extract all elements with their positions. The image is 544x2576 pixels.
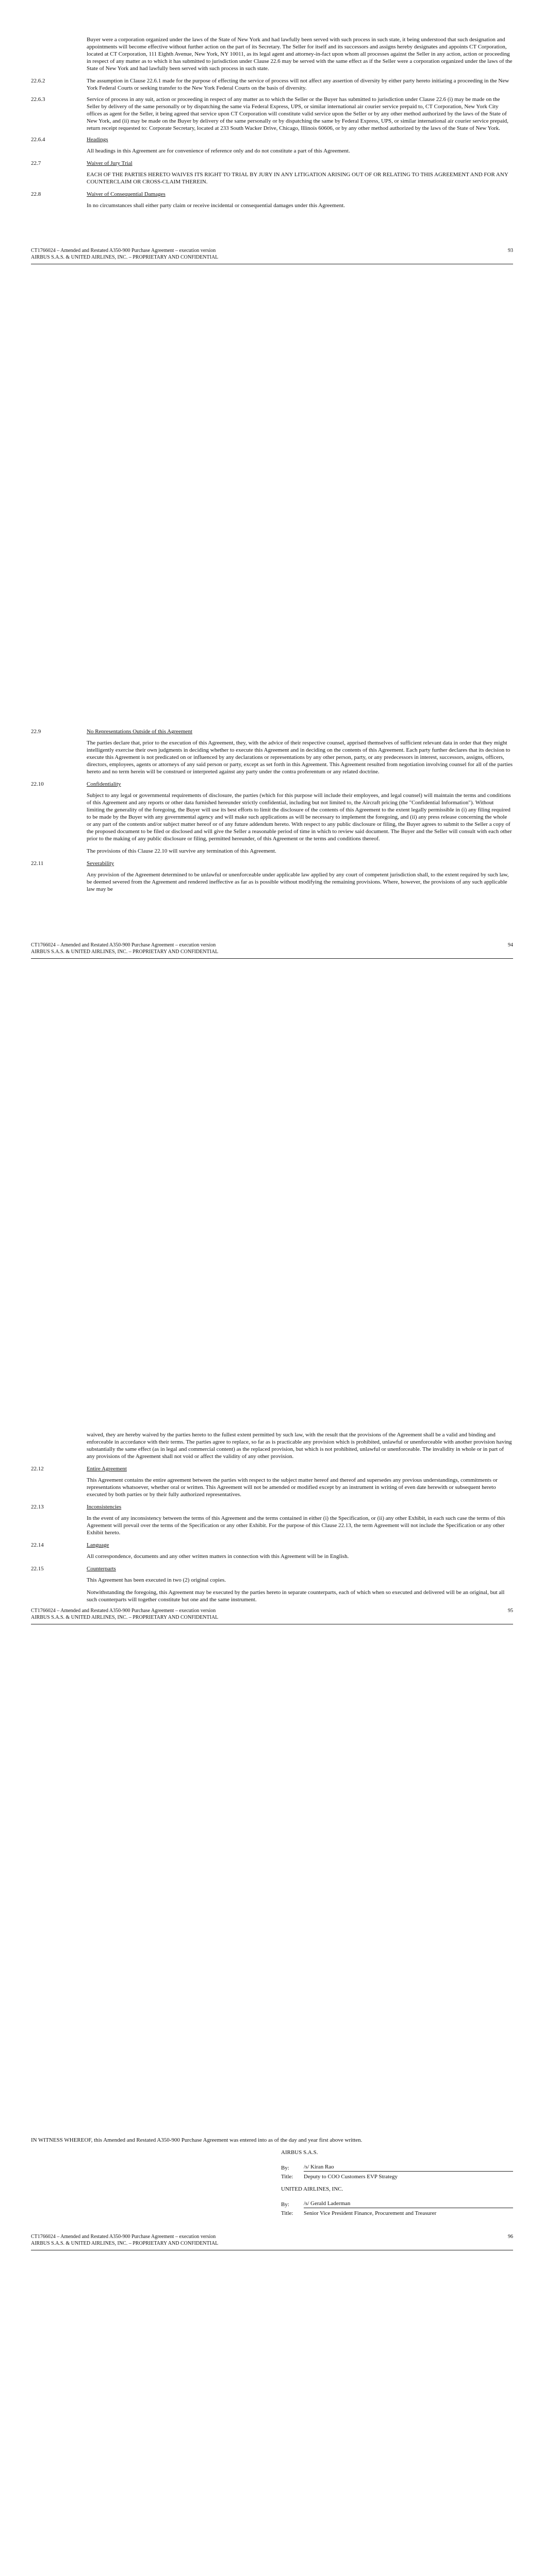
clause-22-10 xyxy=(31,781,513,788)
clause-text: Service of process in any suit, action or proceeding in respect of any matter as to which the Seller or the Buyer has submitted to jurisdiction under Clause 22.6 (i) may be made on the Seller by delivery of the same personally or by dispatching the same via Federal Express, UPS, or similar international air courier service prepaid to, CT Corporation, New York City offices as agent for the Seller, it being agreed that service upon CT Corporation will constitute valid service upon the Seller or by any other method authorized by the laws of the State of New York, and (ii) may be made on the Buyer by delivery of the same personally or by dispatching the same by Federal Express, UPS, or similar international air courier service prepaid, return receipt requested to: Corporate Secretary, located at 233 South Wacker Drive, Chicago, Illinois 60606, or by any other method authorized by the laws of the State of New York. xyxy=(87,96,509,131)
footer-line-1: CT1766024 – Amended and Restated A350-900 Purchase Agreement – execution version xyxy=(31,248,216,253)
clause-text: This Agreement contains the entire agreement between the parties with respect to the subject matter hereof and thereof and supersedes any previous understandings, commitments or representations whatsoever, whether oral or written. This Agreement will not be amended or modified except by an instrument in writing of even date herewith or subsequent hereto executed by both parties or by their fully authorized representatives. xyxy=(87,1477,498,1498)
clause-heading: Headings xyxy=(87,137,108,143)
footer-line-2: AIRBUS S.A.S. & UNITED AIRLINES, INC. – PROPRIETARY AND CONFIDENTIAL xyxy=(31,255,219,260)
clause-number: 22.6.4 xyxy=(31,137,45,143)
title-line xyxy=(281,2173,513,2180)
clause-heading: Entire Agreement xyxy=(87,1466,127,1472)
signature-line xyxy=(281,2163,513,2172)
clause-22-14 xyxy=(31,1541,513,1549)
footer-line-2: AIRBUS S.A.S. & UNITED AIRLINES, INC. – PROPRIETARY AND CONFIDENTIAL xyxy=(31,2241,219,2246)
clause-heading: Confidentiality xyxy=(87,781,121,787)
clause-text: EACH OF THE PARTIES HERETO WAIVES ITS RIGHT TO TRIAL BY JURY IN ANY LITIGATION ARISING OUT OF OR RELATING TO THIS AGREEMENT AND FOR ANY COUNTERCLAIM OR CROSS-CLAIM THEREIN. xyxy=(87,172,508,185)
page-number: 95 xyxy=(508,1608,513,1614)
page-number: 93 xyxy=(508,248,513,253)
page-body xyxy=(31,728,513,898)
clause-text: Subject to any legal or governmental requirements of disclosure, the parties (which for this purpose will include their employees, and legal counsel) will maintain the terms and conditions of this Agreement and any reports or other data furnished hereunder strictly confidential, including but not limited to, the Aircraft pricing (the "Confidential Information"). Without limiting the generality of the foregoing, the Buyer will use its best efforts to limit the disclosure of the contents of this Agreement to the extent legally permissible in (i) any filing required to be made by the Buyer with any governmental agency and will make such applications as will be necessary to implement the foregoing, and (ii) any press release concerning the whole or any part of the contents and/or subject matter hereof or of any future addendum hereto. With respect to any public disclosure or filing, the Buyer agrees to submit to the Seller a copy of the proposed document to be filed or disclosed and will give the Seller a reasonable period of time in which to review said document. The Buyer and the Seller will consult with each other prior to the making of any public disclosure or filing, permitted hereunder, of this Agreement or the terms and conditions thereof. xyxy=(87,792,512,842)
clause-heading: Counterparts xyxy=(87,1566,116,1572)
footer-line-2: AIRBUS S.A.S. & UNITED AIRLINES, INC. – PROPRIETARY AND CONFIDENTIAL xyxy=(31,1615,219,1620)
title-label: Title: xyxy=(281,2210,293,2216)
clause-number: 22.9 xyxy=(31,728,41,735)
footer-line-1: CT1766024 – Amended and Restated A350-900 Purchase Agreement – execution version xyxy=(31,1608,216,1614)
clause-22-6-4 xyxy=(31,136,513,143)
clause-number: 22.15 xyxy=(31,1566,44,1572)
signatory-title: Senior Vice President Finance, Procurement and Treasurer xyxy=(304,2210,437,2216)
signatory-title: Deputy to COO Customers EVP Strategy xyxy=(304,2174,398,2180)
clause-text: All correspondence, documents and any other written matters in connection with this Agreement will be in English. xyxy=(87,1553,349,1560)
footer-line-1: CT1766024 – Amended and Restated A350-900 Purchase Agreement – execution version xyxy=(31,2234,216,2240)
page-number: 96 xyxy=(508,2234,513,2240)
page-footer xyxy=(31,2233,513,2250)
clause-text-counterparts: Notwithstanding the foregoing, this Agreement may be executed by the parties hereto in separate counterparts, each of which when so executed and delivered will be an original, but all such counterparts will together constitute but one and the same instrument. xyxy=(87,1589,505,1603)
clause-number: 22.14 xyxy=(31,1542,44,1548)
clause-number: 22.12 xyxy=(31,1466,44,1472)
clause-text: In the event of any inconsistency between the terms of this Agreement and the terms contained in either (i) the Specification, or (ii) any other Exhibit, in each such case the terms of this Agreement will prevail over the terms of the Specification or any other Exhibit. For the purpose of this Clause 22.13, the term Agreement will not include the Specification or any other Exhibit hereto. xyxy=(87,1515,505,1536)
clause-text: In no circumstances shall either party claim or receive incidental or consequential damages under this Agreement. xyxy=(87,202,345,209)
signature-line xyxy=(281,2200,513,2208)
clause-text: All headings in this Agreement are for convenience of reference only and do not constitute a part of this Agreement. xyxy=(87,148,350,154)
title-line xyxy=(281,2210,513,2217)
clause-number: 22.6.2 xyxy=(31,78,45,84)
page-body xyxy=(31,1431,513,1608)
clause-22-8 xyxy=(31,191,513,198)
title-label: Title: xyxy=(281,2174,293,2180)
clause-22-12 xyxy=(31,1465,513,1472)
signature: /s/ Gerald Laderman xyxy=(304,2200,513,2208)
page-footer xyxy=(31,942,513,959)
clause-heading: No Representations Outside of this Agreement xyxy=(87,728,192,735)
clause-22-6-2 xyxy=(31,77,513,92)
clause-22-13 xyxy=(31,1503,513,1511)
page-number: 94 xyxy=(508,942,513,948)
party-name: AIRBUS S.A.S. xyxy=(281,2149,318,2156)
party-name: UNITED AIRLINES, INC. xyxy=(281,2186,343,2192)
signature: /s/ Kiran Rao xyxy=(304,2163,513,2172)
footer-line-1: CT1766024 – Amended and Restated A350-900 Purchase Agreement – execution version xyxy=(31,942,216,948)
clause-number: 22.7 xyxy=(31,160,41,166)
clause-number: 22.8 xyxy=(31,191,41,197)
clause-number: 22.10 xyxy=(31,781,44,787)
clause-22-6-3 xyxy=(31,96,513,132)
by-label: By: xyxy=(281,2201,289,2208)
clause-heading: Inconsistencies xyxy=(87,1504,122,1510)
clause-text: Any provision of the Agreement determined to be unlawful or unenforceable under applicable law applied by any court of competent jurisdiction shall, to the extent required by such law, be deemed severed from the Agreement and rendered ineffective as far as is possible without modifying the remaining provisions. Where, however, the provisions of any such applicable law may be xyxy=(87,872,509,892)
by-label: By: xyxy=(281,2165,289,2171)
clause-text: The parties declare that, prior to the execution of this Agreement, they, with the advice of their respective counsel, apprised themselves of sufficient relevant data in order that they might intelligently exercise their own judgments in deciding whether to execute this Agreement and in deciding on the contents of this Agreement. Each party further declares that its decision to execute this Agreement is not predicated on or influenced by any declarations or representations by any other person, party, or any predecessors in interest, successors, assigns, officers, directors, employees, agents or attorneys of any said person or party, except as set forth in this Agreement. This Agreement resulted from negotiation involving counsel for all of the parties hereto and no term herein will be construed or interpreted against any party under the contra proferentum or any related doctrine. xyxy=(87,740,513,775)
page-footer xyxy=(31,1607,513,1624)
page-footer xyxy=(31,247,513,264)
signature-block-airbus xyxy=(281,2149,513,2217)
clause-22-11 xyxy=(31,860,513,867)
intro-paragraph: Buyer were a corporation organized under the laws of the State of New York and had lawfully been served with such process in such state, it being understood that such designation and appointments will become effective without further action on the part of its Secretary. The Seller for itself and its successors and assigns hereby designates and appoints CT Corporation, located at CT Corporation, 111 Eighth Avenue, New York, NY 10011, as its legal agent and attorney-in-fact upon whom all processes against the Seller in any action, action or proceeding in respect of any matter as to which it has submitted to jurisdiction under Clause 22.6 may be served with the same effect as if the Seller were a corporation organized under the laws of the State of New York and had lawfully been served with such process in such state. xyxy=(87,37,513,72)
clause-heading: Severability xyxy=(87,860,114,867)
witness-paragraph: IN WITNESS WHEREOF, this Amended and Restated A350-900 Purchase Agreement was entered into as of the day and year first above written. xyxy=(31,2137,362,2143)
footer-rule xyxy=(31,958,513,959)
intro-paragraph: waived, they are hereby waived by the parties hereto to the fullest extent permitted by such law, with the result that the provisions of the Agreement shall be a valid and binding and enforceable in accordance with their terms. The parties agree to replace, so far as is practicable any provision which is prohibited, unlawful or unenforceable with another provision having substantially the same effect (as in legal and commercial content) as the replaced provision, but which is not prohibited, unlawful or unenforceable. The invalidity in whole or in part of any provisions of the Agreement shall not void or affect the validity of any other provision. xyxy=(87,1432,512,1460)
clause-text-survival: The provisions of this Clause 22.10 will survive any termination of this Agreement. xyxy=(87,848,276,854)
page-body xyxy=(31,2137,513,2217)
clause-heading: Waiver of Jury Trial xyxy=(87,160,133,166)
clause-text: The assumption in Clause 22.6.1 made for the purpose of effecting the service of process will not affect any assertion of diversity by either party hereto initiating a proceeding in the New York Federal Courts or seeking transfer to the New York Federal Courts on the basis of diversity. xyxy=(87,78,509,91)
page-body xyxy=(31,36,513,214)
clause-number: 22.11 xyxy=(31,860,44,867)
clause-heading: Language xyxy=(87,1542,109,1548)
clause-22-15 xyxy=(31,1565,513,1572)
clause-22-9 xyxy=(31,728,513,735)
footer-line-2: AIRBUS S.A.S. & UNITED AIRLINES, INC. – PROPRIETARY AND CONFIDENTIAL xyxy=(31,949,219,955)
clause-number: 22.13 xyxy=(31,1504,44,1510)
clause-number: 22.6.3 xyxy=(31,96,45,103)
clause-text: This Agreement has been executed in two (2) original copies. xyxy=(87,1577,226,1583)
clause-22-7 xyxy=(31,160,513,167)
clause-heading: Waiver of Consequential Damages xyxy=(87,191,166,197)
